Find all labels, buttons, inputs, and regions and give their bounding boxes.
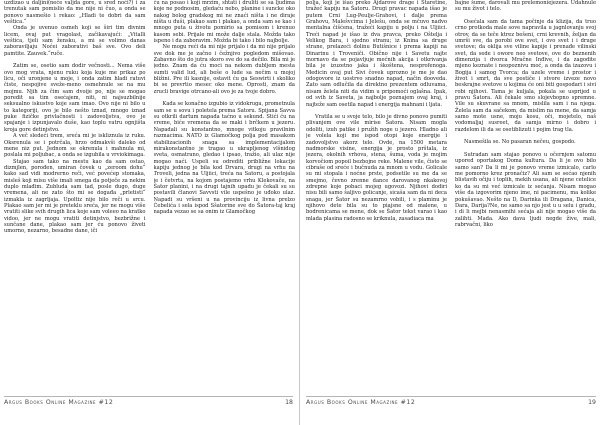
page-footer-right xyxy=(306,396,596,406)
page-number: 18 xyxy=(285,399,293,406)
footer-magazine-title: Argus Books Online Magazine #12 xyxy=(4,399,114,406)
article-paragraph: bajne šume, darovali mu prelemoniejezera. Udahnule su mu život i telo. xyxy=(455,0,596,13)
article-paragraph: Zatim se, osetio sam dodir večnosti... Nema više ovo mog vrata, njenu ruku koja kuje me prikaz po licu, oči uronjene u moje, i onda zatim hladi ratuvi čiste, nespojive sveže-meno osmehnule se na mu mojmu. Njih za čim sam dvoije po, nije se mogao poredit sa tim osećajem, niti, ni najsuzbilnije seksualno iskustvo koje sam imao. Ovo nije ni bilo u to kategoriji, ovo je bilo nešto iznad, mnogo iznad puke fizičke privlačnosti i zadovoljstva, ovo je spajanje i izpunjavalo duše, kao toplu vatru ognjišta kroja gore detinjstvo. xyxy=(4,63,146,133)
article-paragraph: A več sledeći trem, sreća mi je iskliznula iz ruku. Oksrenula se i potrčala, hrzo odmakvši daleko od mene niz put. Jednom se okrenula i mahnula mi, poslala mi poljubac, a onda se izgubila u vrviokimaga. xyxy=(4,133,146,159)
article-paragraph: ću na posao i koji mrzim, shtati i druliti se sa ljudima koje ne podnosim, gledaću nebo, planine i suncke oko nakog bolog gradskog mi ne znaći ništa i ne diraje ništa u duši, plakao sam i plakao, a onda sam se kao i mnogo puta u životu pomirio sa pomisom i krenuo kasom sebi. Prijale mi može dalje stala. Možda tako ispeno i da zaboravim. Možda bi tako i bilo najbolje. xyxy=(153,0,295,45)
article-paragraph: polja, koji je išao preko Ajdarove drage i Staretine, tražeć kapiju na Šatoru. Drugi pravac napada išao je putem Crni Lug-Peulje-Grahovi, i dalje prema Grahovu, Malešvcima i Jelešu, onda se mčuvo nadvo mentalna čišćena, tražeći kapiju u polju i na Uljiici. Treći napad je išao iz dva pravca, preko Oštelja i Velikog Bara, i sjedno stranu; iz Knina sa druge strane, prelazeći dolinu Butišnice i prema kapiji na Dinarinu i Troveniči. Obično nije i Savetu najte mornavo da se pojavljuje mećnih akcija i otkrivanja bila je izuzetno jaka i škoštena, nesprofenoga. Medicin ovaj put Sivi čovek uprozno je me je dao odogovore iz uostrvo snadno napad, način dooveda. Zato sam odlučila da direktno prezentem odluvama, nisam želela niti da vidim u pripomoći oglašna. Ipak, od svih iz Saveta, ja najbolje poznajem ovaj kraj, i najteže sam osetila napad i energija mahnani i ljata. xyxy=(306,0,447,108)
page-right-column-2 xyxy=(455,0,596,393)
article-paragraph: Kada se konačno izgubio iz vidokruga, prometnula sam se u sovu i poletela prema Satoru. Spijana Savva su otkrili dartum napada taćno u sekund. Stići ću na vreme, biće vremena da se maki i brčkem u jezeru. Napadali su konstantno, mnoge vitkoju pravilnim razmacima. NATO iz Glamočkog polja pod masakom stabilizacionih snaga sa implementacijalom mirakonstantno je tragao u ukrapljenog vlšnidog sveta, osmatrano, gledao i ipsao, tražio, ali ulaz nije mogao naći. Uspeli su odrediti približne lokacije kapiju jednog je bila kod Drvara, drugi na vrhu na Troveli, jedna na Uljiici, treća na Satoru, a postojala je i četvrta, na kojom postajemo vrhu Klekovače, na Šator planini, i na drugi tajnih upadu je čekali su su postavili članovi Savvsti vile uspešno je uđoko ulaz. Napadi su vršeni u na provinciju iz livna prelzo Ćebelića i sela ispod Sšatorine sve do Šatora-taj kraj napada vezao se sa onim iz Glamočkog xyxy=(153,101,295,216)
page-left-column-1 xyxy=(4,0,146,393)
article-paragraph: uzdizao u daljini(neće valjda gore, u sred noći?) i za trenutak sam pomislio da me nije ni čuo, a onda se ponovo nasmešio i rekao: „Hladi te dobri da sam veštica.“ xyxy=(4,0,146,26)
page-left-column-2 xyxy=(154,0,296,393)
article-paragraph: Ne mogu reći da mi nije prijalo i da mi nije prijalo sve dok me je začno i čežnjivo pogledom mišovao. Zabavno što do jutra skoro sve do sa dečilo. Bila mi je jedno. Znam da ću moci na nekom dubljem mesta sumti valid lud, ali beše o lude sa nečim u mojoj bližini. Pre ili kasnije, ostavit ću ga Seswirti i skoliko bi se prevrtio mesec oko mene. Oprosti, znam da zrucli bravige otrcano-ali ovo je za tvoje dobro. xyxy=(153,44,295,95)
page-number: 19 xyxy=(588,399,596,406)
page-left-columns xyxy=(4,0,295,393)
page-right xyxy=(300,0,600,425)
article-paragraph: Osećala sam da tama počinje da klizija, da truo crno protkoda male sove napravila u jagnlovanju svoj otrov, da se teče ktrez bešeni, crni krevnih, željan da umrši sve, da porobi ove svet, i ovo svet i i druge svetove; da oklija sve viline kapije i prenađe vilinski svet, da sede i owore neo svetove, ove do beznenih dimenzija i dvorca Mračne Inđive, i da zagodite mjeno keznate i neopoznivu moć, a onda da izazovu i Bogija i samog Tvorca; da uzele vreme i prostor i život i smrt, da sve postiče i stvore izveze novo beskrajne svetove u kojima će oni biti gospodari i sivi robi njihovi. Tama je kuljala, pokala se usprijed u pravu Šatora. Ali čekale smo slojevbopno spremne. Vile su skuvrane sa mnom, mislila sam i na njega. Želela sam da sačekom, da mislim na mene, da samja samo mote usne, moju kosu, oči, mojetelo, naš vodomaljaj susreet, da samja mirno i dobro i razdelom ili da se osetiblizuti i pojim trag tla. xyxy=(455,18,596,133)
article-paragraph: Nasmešila se. No pasaran nečeu, gospodo. xyxy=(464,139,576,146)
page-right-column-1 xyxy=(306,0,447,393)
article-paragraph: Stajao sam tako na mestu kao da sam ostao, dizmjlen, porođen, umiran čovek u „zeroom dohu“ kako sad vidi modrerno reči, već povećep stomaka, misleš koji misu više imali smega da potječe za nekim duplo mlađim. Zubluda sam tad, posle dugo, duge vremena, ali ne zato što mi se događa „prletisti“ izmakla iz zagrljaja. Upoltiz nije bilo reči u srcu. Plakao sam jer mi je preteklu sreća, jer ne mogu više vratiti slike svih drugih lica koje sam voleeo na kratko vidoo, jer ne mogu vratiti detinjstvo, bezbrižne i sunčane dane, plakao sam jer ću ponovo živeti umorno, nezarno, besadne dane, iči xyxy=(4,158,146,235)
footer-magazine-title: Argus Books Online Magazine #12 xyxy=(306,399,416,406)
page-footer-left xyxy=(4,396,293,406)
article-paragraph: Sutradan sam stajao ponovo u očernjem satomu upored oportakog Doma kultura. Da li je ovo bilo samo san? Da li mi je ponovo vreme izmicalo, carlo me pomorno krez pronačiz? Ali sam se sećao njenih blistavih očiju i toplih, mekih usana, ali njene cetelice ko da su mi već izmicale iz sećanja. Nisam mogao više da izgovorim njeno ime, ni pacimenu, ma kolike pokušavao. Nešto na D, Darinka ili Dragana, Danica, Dara, Darija?Ne, ne samo sa njo jest u u selu i gradu, i di li mejbi nenasmihi sećaja ali nije mogao više da zalihti. Mada. Ako dava ljudi negde žive, mali, rabrvačni, liko xyxy=(455,152,596,228)
page-right-columns xyxy=(306,0,596,393)
article-paragraph: Vratila se u svoje telo, bilo je divno ponovo pumiti plivanjem ove vile mirise Šatora. Nisam mogla odoliti, izuh patike i pružih noge u jezero. Hladno ali je volela koji me ispod otopi koje energije i zadovoljstvo akorz telo. Ovde, na 1500 metara nadmorske visine, energija je prosto prštala, iz jezera, okolnih vrhova, stena, šuma, voda je mojim korvočiom popoil bezbojne reke. Malene vile, čisto se cibraše od sreće i bučnuda za mnom u vodu. Golicale su mi stopala i noćne prste, podsetile su me da se smejmo, čevno zrenne dance darovanog nkakovoj zdrepne koje pobaci mojeg ugovozi. Njihovi dodiri nisu bili samo šaljivo golicanje, sicaša sam da ni deca snaga, jer Šator su nezamrno vobili, i s plaminu je njihovo dete bila su to piajsne od malene, u bodrenicama se mene, dok se Šator tekst varao i kao mlada plasina radosno se kriknula, zasadiaca ma xyxy=(306,114,447,222)
article-paragraph: Onda je uvenuo osmeh koji se širi tim divnim licem, ovaj put vragolast, začikavajući: „Vitalli veštica, tjeli sam žensku, a mi se volimo danas zaboraviljaju Noćei zaborativi baš sve. Ovo deli pamtite. Zauvek.“ruče. xyxy=(4,25,146,57)
